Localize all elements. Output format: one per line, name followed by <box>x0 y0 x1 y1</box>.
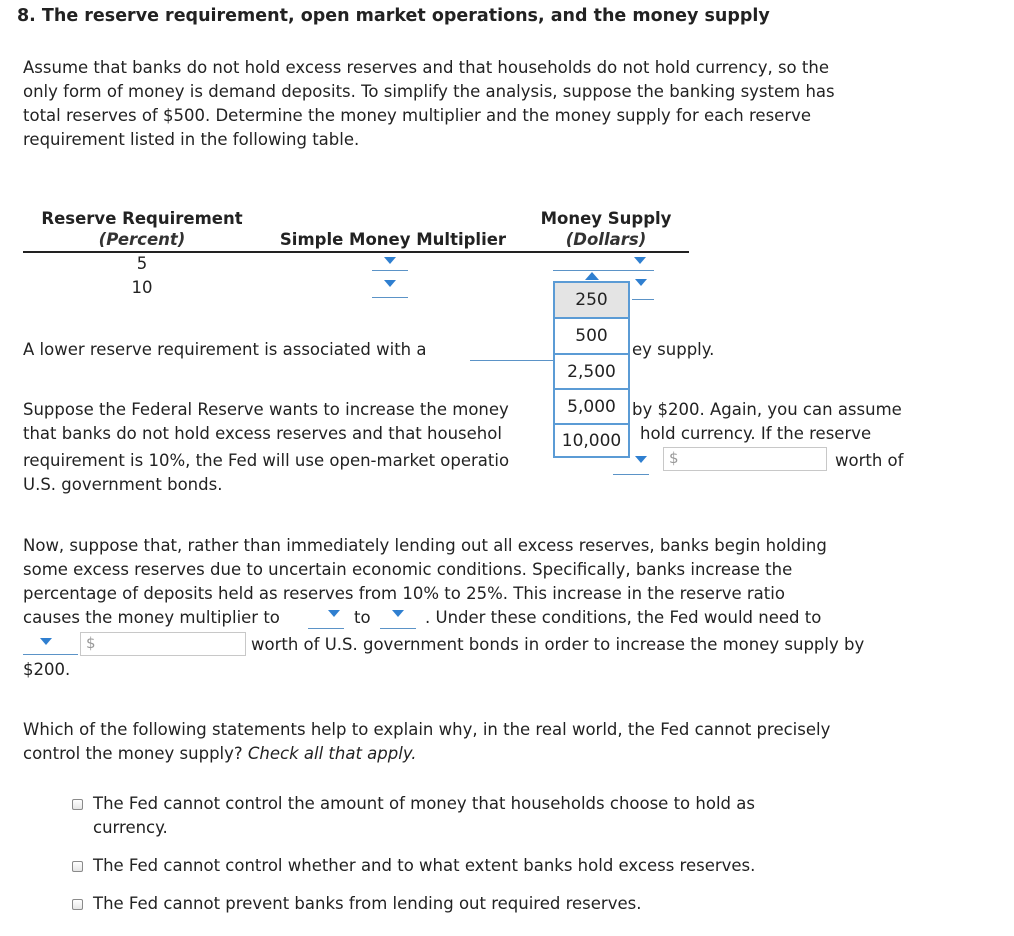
open-market-amount-input[interactable] <box>663 447 827 471</box>
question-text: control the money supply? <box>23 744 243 763</box>
bond-amount-input[interactable] <box>80 632 246 656</box>
option-excess-reserves-line1: The Fed cannot control whether and to what extent banks hold excess reserves. <box>93 856 756 875</box>
chevron-down-icon <box>635 279 647 286</box>
intro-line: Assume that banks do not hold excess reserves and that households do not hold currency, so the <box>23 58 829 77</box>
col-money-supply-header: Money Supply <box>540 209 672 228</box>
col-reserve-requirement-header: Reserve Requirement <box>41 209 243 228</box>
lower-reserve-text: A lower reserve requirement is associated with a <box>23 340 427 359</box>
intro-paragraph <box>23 56 943 152</box>
dropdown-option-10000[interactable]: 10,000 <box>561 431 622 451</box>
open-market-action-dropdown[interactable] <box>613 456 649 475</box>
excess-line4-end: . Under these conditions, the Fed would need to <box>425 608 822 627</box>
dropdown-option-5000[interactable]: 5,000 <box>567 397 616 417</box>
excess-reserves-paragraph <box>23 534 943 606</box>
multiplier-dropdown-row2[interactable] <box>372 279 408 298</box>
chevron-down-icon <box>635 456 647 463</box>
multiplier-to-dropdown[interactable] <box>380 610 416 629</box>
fed-line4: U.S. government bonds. <box>23 475 223 494</box>
option-currency-line1: The Fed cannot control the amount of money that households choose to hold as <box>93 794 755 813</box>
question-line1: Which of the following statements help to explain why, in the real world, the Fed cannot precisely <box>23 720 831 739</box>
table-row-reserve-10: 10 <box>131 278 153 297</box>
checkbox-currency[interactable] <box>72 799 83 810</box>
fed-line1-left: Suppose the Federal Reserve wants to increase the money <box>23 400 509 419</box>
multiplier-from-dropdown[interactable] <box>308 610 344 629</box>
excess-line6: $200. <box>23 660 71 679</box>
question-line2 <box>23 742 417 766</box>
intro-line: only form of money is demand deposits. To simplify the analysis, suppose the banking system has <box>23 82 835 101</box>
chevron-down-icon <box>384 257 396 264</box>
fed-line3-left: requirement is 10%, the Fed will use open-market operatio <box>23 451 510 470</box>
checkbox-required-reserves[interactable] <box>72 899 83 910</box>
money-supply-dropdown-row2[interactable] <box>632 279 654 300</box>
money-supply-dropdown-row1[interactable] <box>553 252 654 271</box>
lower-reserve-blank[interactable] <box>470 360 556 361</box>
option-excess-reserves[interactable] <box>93 854 853 878</box>
dollar-sign: $ <box>669 449 679 467</box>
dropdown-option-2500[interactable]: 2,500 <box>567 362 616 382</box>
excess-line: some excess reserves due to uncertain economic conditions. Specifically, banks increase the <box>23 560 793 579</box>
table-row-reserve-5: 5 <box>136 254 148 273</box>
fed-line2-right: hold currency. If the reserve <box>640 424 872 443</box>
money-supply-dropdown-menu[interactable] <box>553 281 630 458</box>
question-title: 8. The reserve requirement, open market operations, and the money supply <box>17 6 770 26</box>
excess-line: percentage of deposits held as reserves from 10% to 25%. This increase in the reserve ratio <box>23 584 785 603</box>
dropdown-option-500[interactable]: 500 <box>575 326 608 346</box>
fed-line3-right: worth of <box>835 451 904 470</box>
excess-line: Now, suppose that, rather than immediately lending out all excess reserves, banks begin holding <box>23 536 827 555</box>
fed-line2-left: that banks do not hold excess reserves and that househol <box>23 424 502 443</box>
fed-line1-right: by $200. Again, you can assume <box>632 400 902 419</box>
dollar-sign: $ <box>86 634 96 652</box>
lower-reserve-text-end: ey supply. <box>632 340 715 359</box>
chevron-down-icon <box>634 257 646 264</box>
intro-line: requirement listed in the following table. <box>23 130 360 149</box>
fed-action-dropdown[interactable] <box>23 636 78 655</box>
chevron-down-icon <box>392 610 404 617</box>
chevron-down-icon <box>328 610 340 617</box>
chevron-up-icon <box>585 272 599 280</box>
option-required-reserves-line1: The Fed cannot prevent banks from lending out required reserves. <box>93 894 642 913</box>
dropdown-option-250[interactable]: 250 <box>555 283 628 317</box>
col-reserve-requirement-unit: (Percent) <box>98 230 186 249</box>
checkbox-excess-reserves[interactable] <box>72 861 83 872</box>
excess-line4-start: causes the money multiplier to <box>23 608 280 627</box>
multiplier-dropdown-row1[interactable] <box>372 252 408 271</box>
intro-line: total reserves of $500. Determine the money multiplier and the money supply for each reserve <box>23 106 812 125</box>
option-currency[interactable] <box>93 792 853 840</box>
option-required-reserves[interactable] <box>93 892 853 916</box>
chevron-down-icon <box>384 280 396 287</box>
excess-line5: worth of U.S. government bonds in order to increase the money supply by <box>251 635 865 654</box>
col-money-multiplier-header: Simple Money Multiplier <box>279 230 507 249</box>
question-instruction: Check all that apply. <box>247 744 417 763</box>
chevron-down-icon <box>40 638 52 645</box>
option-currency-line2: currency. <box>93 818 168 837</box>
col-money-supply-unit: (Dollars) <box>565 230 647 249</box>
excess-line4-to: to <box>354 608 371 627</box>
